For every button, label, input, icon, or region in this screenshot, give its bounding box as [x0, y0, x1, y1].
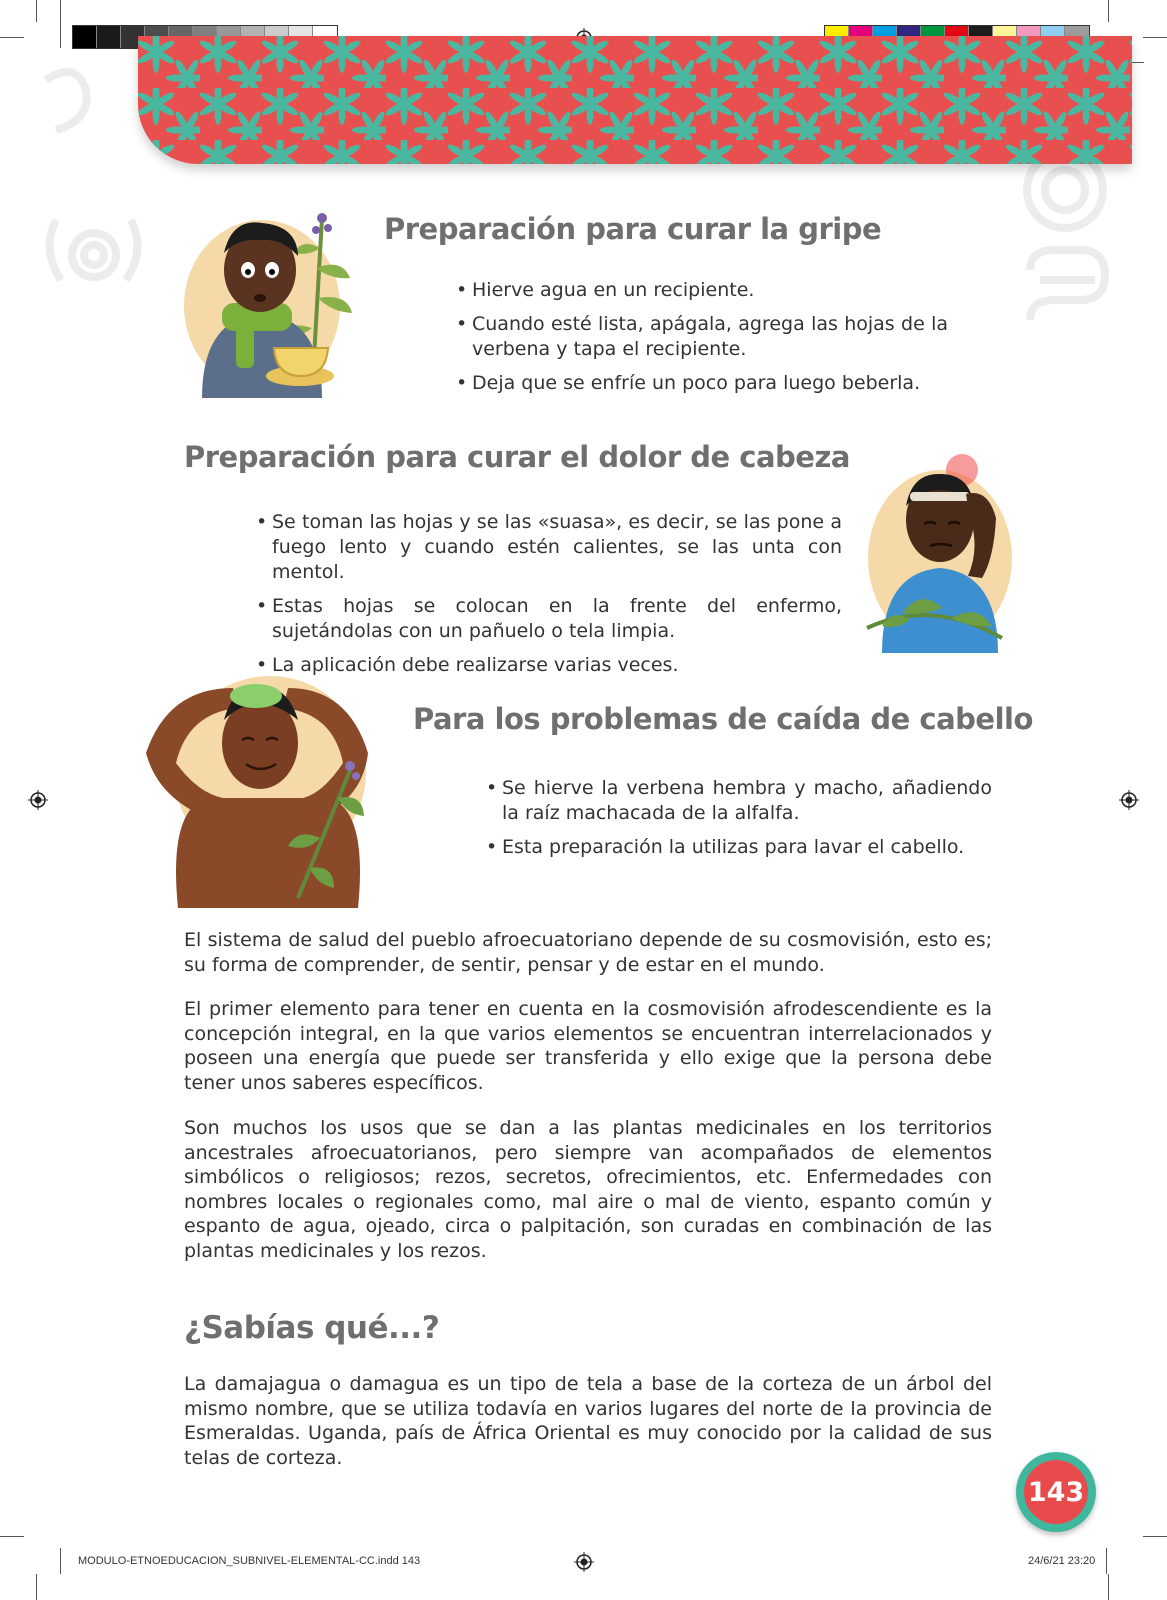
decorative-banner — [138, 36, 1132, 164]
adinkra-ornament-right — [1000, 150, 1130, 340]
list-item: • Se toman las hojas y se las «suasa», es decir, se las pone a fuego lento y cuando estén calientes, se las unta con mentol. — [256, 510, 842, 585]
crop-mark — [0, 37, 24, 38]
footer-date: 24/6/21 23:20 — [1028, 1555, 1096, 1567]
footer-filename: MODULO-ETNOEDUCACION_SUBNIVEL-ELEMENTAL-CC.indd 143 — [78, 1555, 421, 1567]
crop-mark — [36, 0, 37, 22]
crop-mark — [36, 1574, 37, 1600]
bullet-list-caida-cabello — [486, 776, 992, 869]
registration-mark-icon — [574, 1552, 594, 1572]
list-item: • Cuando esté lista, apágala, agrega las hojas de la verbena y tapa el recipiente. — [456, 312, 948, 362]
crop-mark — [1143, 37, 1167, 38]
crop-mark — [1108, 0, 1109, 22]
crop-mark — [0, 1536, 24, 1537]
sabias-que-text: La damajagua o damagua es un tipo de tela a base de la corteza de un árbol del mismo nombre, que se utiliza todavía en varios lugares del norte de la provincia de Esmeraldas. Uganda, país de África Oriental es muy conocido por la calidad de sus telas de corteza. — [184, 1373, 992, 1469]
boy-with-tea-illustration — [182, 208, 362, 398]
man-headache-illustration — [862, 448, 1022, 653]
paragraph-plantas-medicinales: Son muchos los usos que se dan a las plantas medicinales en los territorios ancestrales afroecuatorianos, pero siempre van acompañados de elementos simbólicos o religiosos; rezos, secretos, ofrecimientos, etc. Enfermedades con nombres locales o regionales como, mal aire o mal de viento, espanto común y espanto de agua, ojeado, circa o palpitación, son curadas en combinación de las plantas medicinales y los rezos. — [184, 1117, 992, 1262]
section-title-caida-cabello: Para los problemas de caída de cabello — [413, 702, 1033, 736]
page-number-badge — [1016, 1452, 1096, 1532]
paragraph-cosmovision: El primer elemento para tener en cuenta en la cosmovisión afrodescendiente es la concepción integral, en la que varios elementos se encuentran interrelacionados y poseen una energía que puede ser transferida y ello exige que la persona debe tener unos saberes específicos. — [184, 998, 992, 1094]
registration-mark-icon — [1119, 790, 1139, 810]
man-washing-hair-illustration — [138, 668, 378, 908]
list-item: • Hierve agua en un recipiente. — [456, 278, 948, 303]
bullet-list-dolor-cabeza — [256, 510, 842, 687]
crop-mark — [1143, 1536, 1167, 1537]
crop-mark — [1108, 1574, 1109, 1600]
paragraph-sistema-salud: El sistema de salud del pueblo afroecuatoriano depende de su cosmovisión, esto es; su forma de comprender, de sentir, pensar y de estar en el mundo. — [184, 929, 992, 976]
list-item: • La aplicación debe realizarse varias veces. — [256, 653, 842, 678]
list-item: • Se hierve la verbena hembra y macho, añadiendo la raíz machacada de la alfalfa. — [486, 776, 992, 826]
section-title-dolor-cabeza: Preparación para curar el dolor de cabeza — [184, 440, 850, 474]
bullet-list-gripe — [456, 278, 948, 405]
page-number: 143 — [1027, 1476, 1085, 1508]
crop-mark — [60, 1548, 61, 1574]
section-title-gripe: Preparación para curar la gripe — [384, 212, 882, 246]
list-item: • Esta preparación la utilizas para lavar el cabello. — [486, 835, 992, 860]
crop-mark — [1106, 1548, 1107, 1574]
list-item: • Deja que se enfríe un poco para luego beberla. — [456, 371, 948, 396]
sabias-que-title: ¿Sabías qué...? — [184, 1310, 440, 1346]
list-item: • Estas hojas se colocan en la frente del enfermo, sujetándolas con un pañuelo o tela limpia. — [256, 594, 842, 644]
adinkra-ornament-left — [36, 40, 146, 290]
registration-mark-icon — [28, 790, 48, 810]
page-number-inner — [1024, 1460, 1088, 1524]
